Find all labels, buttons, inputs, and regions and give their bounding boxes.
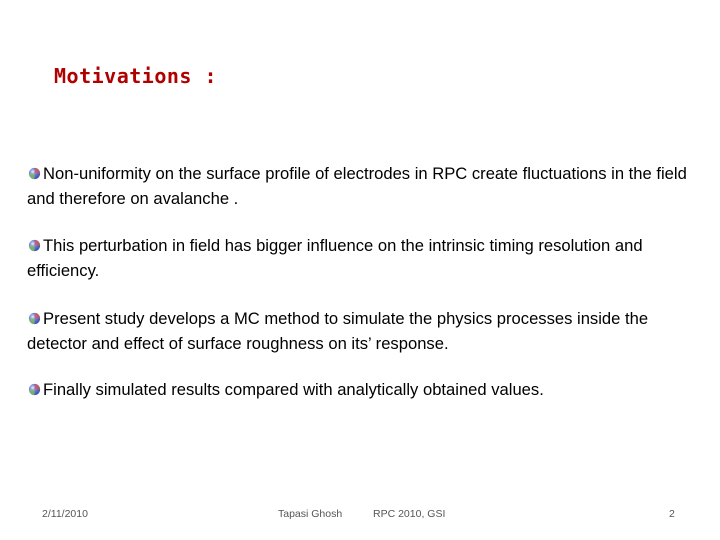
gem-bullet-icon	[28, 383, 41, 396]
footer-page-number: 2	[669, 508, 675, 520]
gem-bullet-icon	[28, 167, 41, 180]
bullet-text: This perturbation in field has bigger influence on the intrinsic timing resolution and efficiency.	[27, 236, 643, 280]
slide-title: Motivations :	[54, 64, 218, 88]
bullet-item	[27, 307, 711, 356]
bullet-item	[27, 378, 711, 403]
bullet-text: Finally simulated results compared with analytically obtained values.	[43, 380, 544, 399]
bullet-item	[27, 162, 711, 211]
gem-bullet-icon	[28, 239, 41, 252]
gem-bullet-icon	[28, 312, 41, 325]
bullet-item	[27, 234, 711, 283]
bullet-text: Non-uniformity on the surface profile of electrodes in RPC create fluctuations in the field and therefore on avalanche .	[27, 164, 687, 208]
footer-conference: RPC 2010, GSI	[373, 508, 446, 520]
bullet-text: Present study develops a MC method to simulate the physics processes inside the detector and effect of surface roughness on its’ response.	[27, 309, 649, 353]
footer-date: 2/11/2010	[42, 508, 88, 520]
footer-author: Tapasi Ghosh	[278, 508, 343, 520]
